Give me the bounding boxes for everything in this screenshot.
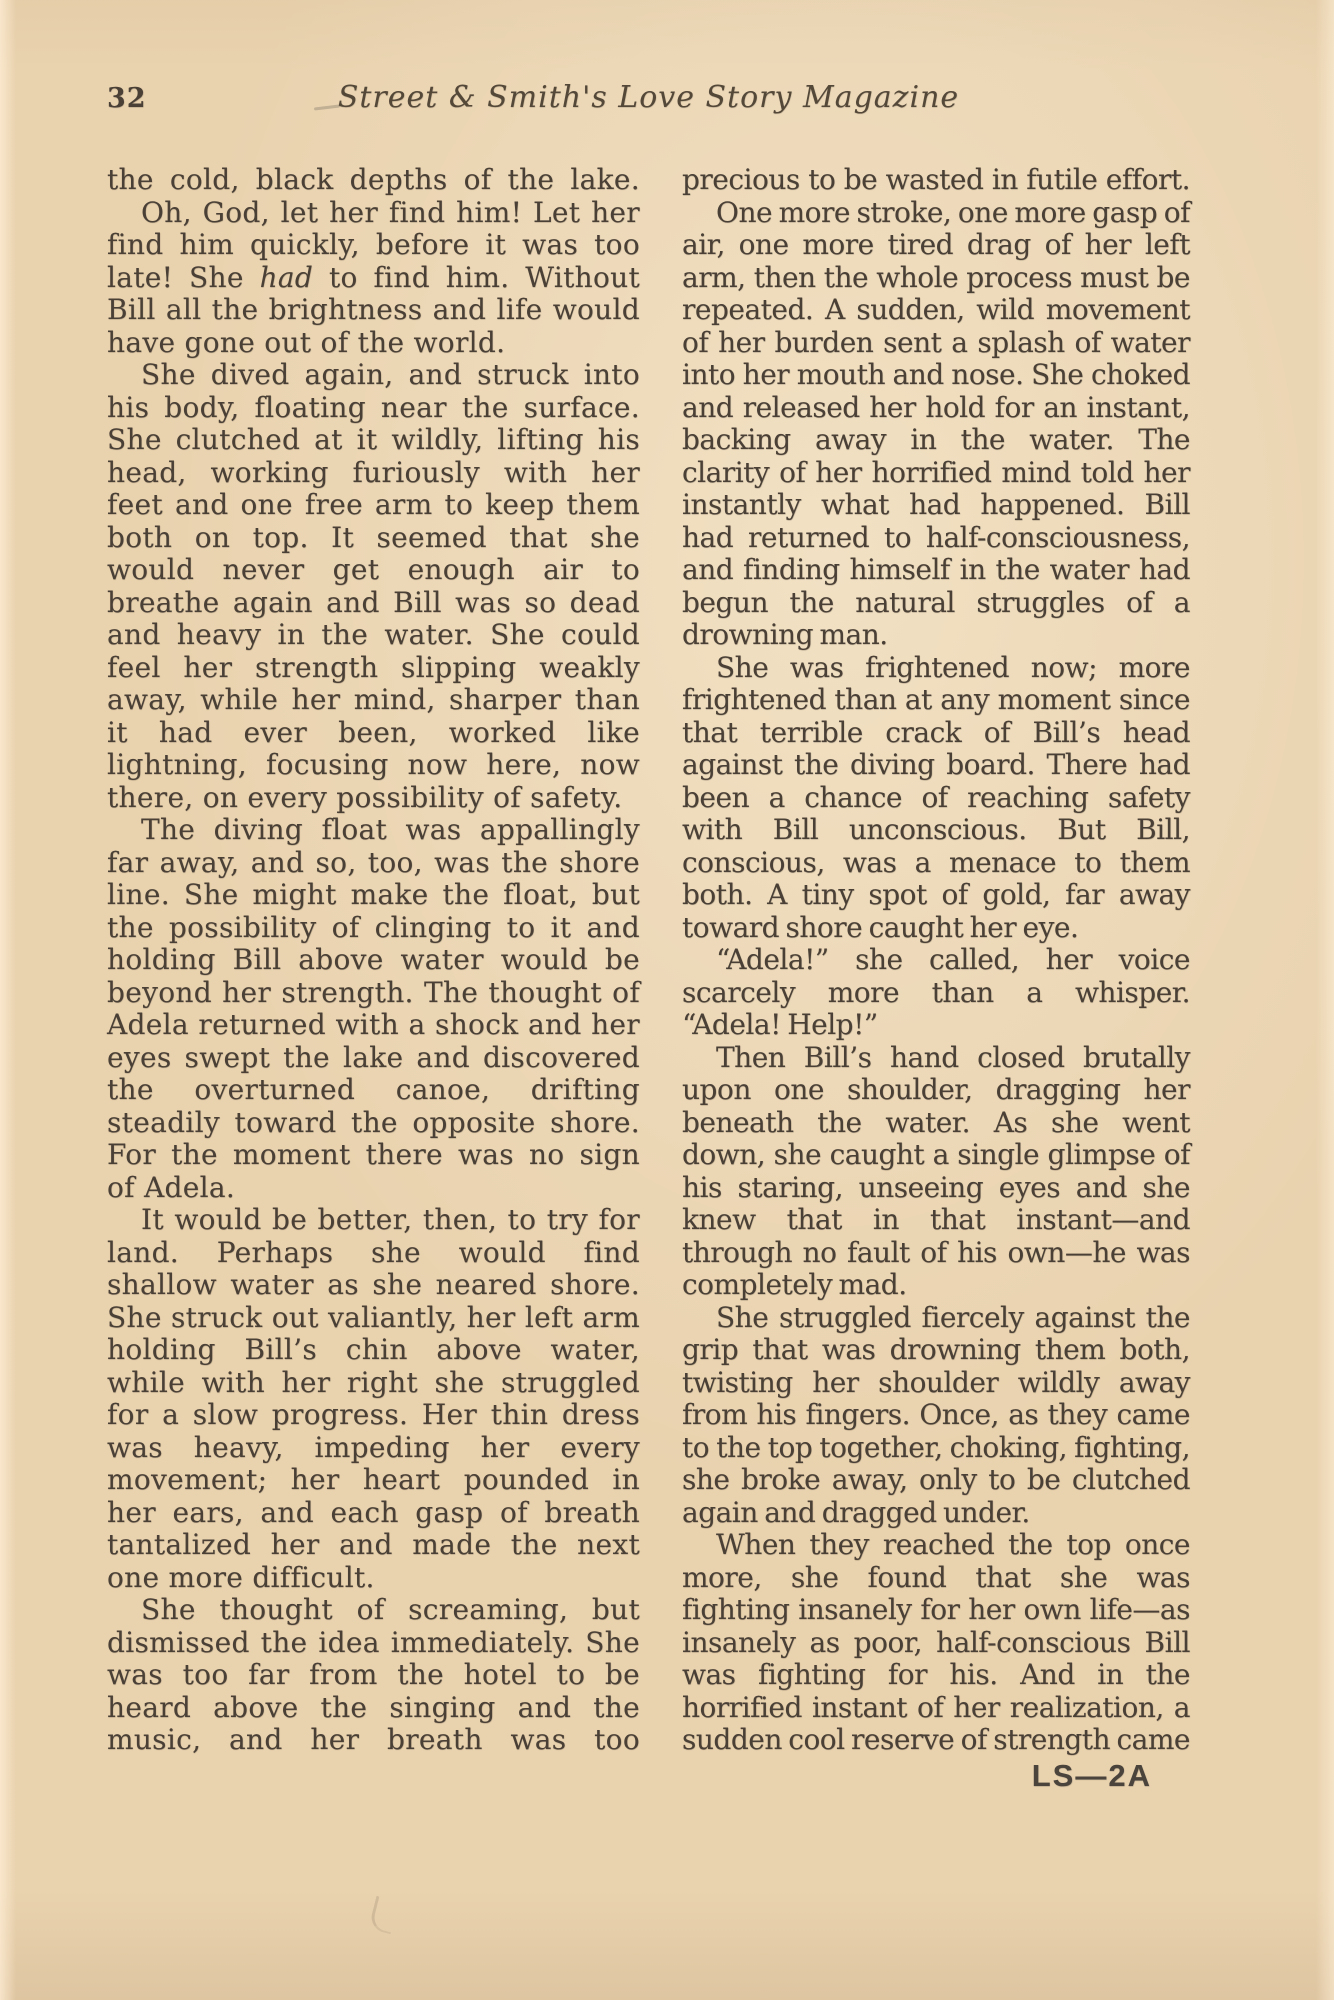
text-segment: It would be better, then, to try for land. Perhaps she would find shallow water as she neared shore. She struck out valiantly, her left arm holding Bill’s chin above water, while with her right she struggled for a slow progress. Her thin dress was heavy, impeding her every movement; her heart pounded in her ears, and each gasp of breath tantalized her and made the next one more difficult. [107,1203,640,1594]
running-head [107,80,1190,120]
pencil-smudge [368,1896,399,1935]
paragraph [682,1529,1190,1757]
paragraph [682,652,1190,945]
text-segment: She was frightened now; more frightened than at any moment since that terrible crack of Bill’s head against the diving board. There had been a chance of reaching safety with Bill unconscious. But Bill, conscious, was a menace to them both. A tiny spot of gold, far away toward shore caught her eye. [682,650,1190,944]
text-segment: She struggled fiercely against the grip that was drowning them both, twisting her shoulder wildly away from his fingers. Once, as they came to the top together, choking, fighting, she broke away, only to be clutched again and dragged under. [682,1300,1190,1529]
text-segment: When they reached the top once more, she found that she was fighting insanely for her own life—as insanely as poor, half-conscious Bill was fighting for his. And in the horrified instant of her realization, a sudden cool reserve of strength came [682,1528,1190,1756]
text-segment: Then Bill’s hand closed brutally upon one shoulder, dragging her beneath the water. As she went down, she caught a single glimpse of his staring, unseeing eyes and she knew that in that instant—and through no fault of his own—he was completely mad. [682,1040,1190,1301]
text-segment: to find him. Without Bill all the brightness and life would have gone out of the world. [107,260,640,359]
text-columns [107,164,1190,1792]
left-column [107,164,640,1792]
right-column [682,164,1190,1792]
text-segment: the cold, black depths of the lake. [107,163,640,196]
paragraph [107,814,640,1204]
text-segment: “Adela!” she called, her voice scarcely more than a whisper. “Adela! Help!” [682,943,1190,1041]
paragraph [107,164,640,197]
paragraph [682,164,1190,197]
paragraph [682,1042,1190,1302]
printer-signature-mark: LS—2A [1031,1757,1152,1793]
text-segment: had [259,260,314,294]
paragraph [107,1204,640,1594]
magazine-title: Street & Smith's Love Story Magazine [337,80,960,115]
text-segment: One more stroke, one more gasp of air, one more tired drag of her left arm, then the whole process must be repeated. A sudden, wild movement of her burden sent a splash of water into her mouth and nose. She choked and released her hold for an instant, backing away in the water. The clarity of her horrified mind told her instantly what had happened. Bill had returned to half-consciousness, and finding himself in the water had begun the natural struggles of a drowning man. [682,195,1190,651]
paragraph [107,1594,640,1757]
right-column-text [682,164,1190,1757]
text-segment: Oh, God, let her find him! Let her find him quickly, before it was too late! She [107,195,640,294]
text-segment: She dived again, and struck into his body, floating near the surface. She clutched at it wildly, lifting his head, working furiously with her feet and one free arm to keep them both on top. It seemed that she would never get enough air to breathe again and Bill was so dead and heavy in the water. She could feel her strength slipping weakly away, while her mind, sharper than it had ever been, worked like lightning, focusing now here, now there, on every possibility of safety. [107,358,640,814]
page-number: 32 [107,83,147,114]
paragraph [107,359,640,814]
text-segment: She thought of screaming, but dismissed the idea immediately. She was too far from the hotel to be heard above the singing and the music, and her breath was too [107,1593,640,1756]
paragraph [682,1302,1190,1530]
text-segment: precious to be wasted in futile effort. [682,163,1190,196]
text-segment: The diving float was appallingly far away, and so, too, was the shore line. She might make the float, but the possibility of clinging to it and holding Bill above water would be beyond her strength. The thought of Adela returned with a shock and her eyes swept the lake and discovered the overturned canoe, drifting steadily toward the opposite shore. For the moment there was no sign of Adela. [107,813,640,1204]
paragraph [682,944,1190,1042]
left-column-text [107,164,640,1757]
paragraph [107,197,640,360]
paragraph [682,197,1190,652]
